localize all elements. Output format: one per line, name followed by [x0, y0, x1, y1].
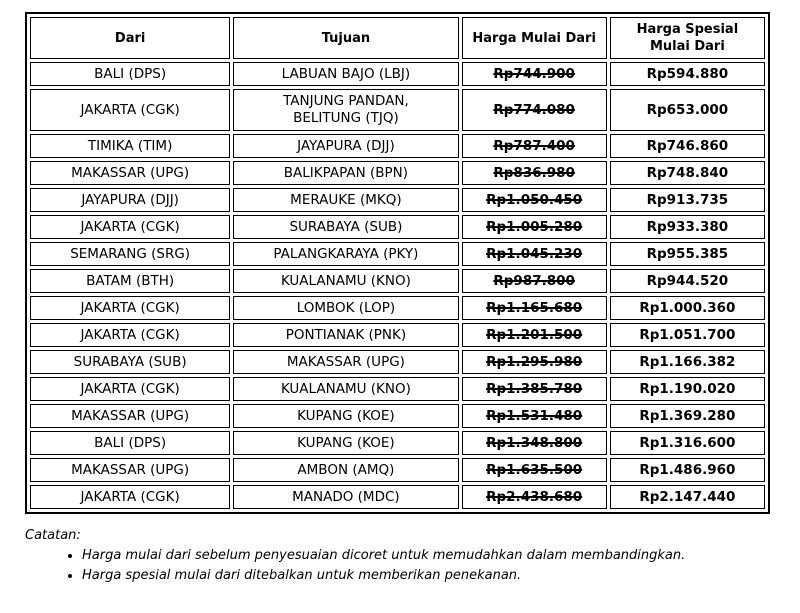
table-row: [30, 458, 765, 482]
cell-from: SURABAYA (SUB): [30, 350, 230, 374]
cell-from: JAKARTA (CGK): [30, 215, 230, 239]
cell-from: BALI (DPS): [30, 431, 230, 455]
table-row: [30, 215, 765, 239]
cell-old-price: Rp1.295.980: [462, 350, 607, 374]
cell-old-price: Rp1.165.680: [462, 296, 607, 320]
cell-to: MERAUKE (MKQ): [233, 188, 458, 212]
cell-to: MANADO (MDC): [233, 485, 458, 509]
header-old-price: Harga Mulai Dari: [462, 17, 607, 59]
cell-special-price: Rp955.385: [610, 242, 765, 266]
cell-special-price: Rp944.520: [610, 269, 765, 293]
table-row: [30, 161, 765, 185]
cell-old-price: Rp836.980: [462, 161, 607, 185]
cell-to: KUPANG (KOE): [233, 431, 458, 455]
cell-old-price: Rp774.080: [462, 89, 607, 131]
cell-to: PONTIANAK (PNK): [233, 323, 458, 347]
cell-special-price: Rp2.147.440: [610, 485, 765, 509]
table-row: [30, 350, 765, 374]
table-row: [30, 188, 765, 212]
cell-from: TIMIKA (TIM): [30, 134, 230, 158]
header-special-line1: Harga Spesial: [636, 22, 739, 37]
table-body: [30, 62, 765, 509]
header-row: [30, 17, 765, 59]
table-row: [30, 134, 765, 158]
cell-from: JAKARTA (CGK): [30, 377, 230, 401]
table-row: [30, 404, 765, 428]
cell-special-price: Rp1.190.020: [610, 377, 765, 401]
cell-old-price: Rp1.050.450: [462, 188, 607, 212]
cell-special-price: Rp913.735: [610, 188, 765, 212]
table-row: [30, 269, 765, 293]
header-to: Tujuan: [233, 17, 458, 59]
price-table: [25, 12, 770, 514]
cell-to: JAYAPURA (DJJ): [233, 134, 458, 158]
cell-special-price: Rp1.000.360: [610, 296, 765, 320]
note-item: • Harga spesial mulai dari ditebalkan untuk memberikan penekanan.: [82, 566, 685, 586]
table-row: [30, 242, 765, 266]
cell-to: PALANGKARAYA (PKY): [233, 242, 458, 266]
table-row: [30, 431, 765, 455]
cell-old-price: Rp1.348.800: [462, 431, 607, 455]
table-header: [30, 17, 765, 59]
cell-to-line2: BELITUNG (TJQ): [293, 110, 399, 126]
cell-special-price: Rp1.369.280: [610, 404, 765, 428]
notes-list: [25, 546, 685, 586]
table-row: [30, 296, 765, 320]
cell-special-price: Rp1.166.382: [610, 350, 765, 374]
cell-from: JAYAPURA (DJJ): [30, 188, 230, 212]
header-from: Dari: [30, 17, 230, 59]
cell-special-price: Rp746.860: [610, 134, 765, 158]
cell-to: AMBON (AMQ): [233, 458, 458, 482]
notes-title: Catatan:: [25, 528, 81, 543]
note-item: • Harga mulai dari sebelum penyesuaian dicoret untuk memudahkan dalam membandingkan.: [82, 546, 685, 566]
cell-special-price: Rp933.380: [610, 215, 765, 239]
cell-from: BATAM (BTH): [30, 269, 230, 293]
header-special-price: [610, 17, 765, 59]
cell-to: LOMBOK (LOP): [233, 296, 458, 320]
cell-old-price: Rp1.045.230: [462, 242, 607, 266]
table-row: [30, 62, 765, 86]
cell-to: KUPANG (KOE): [233, 404, 458, 428]
cell-old-price: Rp1.201.500: [462, 323, 607, 347]
cell-from: JAKARTA (CGK): [30, 323, 230, 347]
cell-from: MAKASSAR (UPG): [30, 161, 230, 185]
cell-to: LABUAN BAJO (LBJ): [233, 62, 458, 86]
table-row: [30, 485, 765, 509]
cell-special-price: Rp1.051.700: [610, 323, 765, 347]
table-row: [30, 377, 765, 401]
cell-old-price: Rp1.531.480: [462, 404, 607, 428]
notes: [25, 526, 685, 586]
cell-old-price: Rp1.635.500: [462, 458, 607, 482]
table-row: [30, 323, 765, 347]
header-special-line2: Mulai Dari: [649, 39, 725, 54]
cell-to: SURABAYA (SUB): [233, 215, 458, 239]
cell-old-price: Rp787.400: [462, 134, 607, 158]
cell-old-price: Rp1.005.280: [462, 215, 607, 239]
cell-to: KUALANAMU (KNO): [233, 269, 458, 293]
table-row: [30, 89, 765, 131]
cell-from: JAKARTA (CGK): [30, 296, 230, 320]
cell-old-price: Rp744.900: [462, 62, 607, 86]
cell-special-price: Rp594.880: [610, 62, 765, 86]
cell-from: MAKASSAR (UPG): [30, 458, 230, 482]
cell-from: SEMARANG (SRG): [30, 242, 230, 266]
cell-to: [233, 89, 458, 131]
cell-to: MAKASSAR (UPG): [233, 350, 458, 374]
cell-from: MAKASSAR (UPG): [30, 404, 230, 428]
cell-special-price: Rp1.486.960: [610, 458, 765, 482]
cell-to: KUALANAMU (KNO): [233, 377, 458, 401]
cell-from: JAKARTA (CGK): [30, 485, 230, 509]
cell-to-line1: TANJUNG PANDAN,: [283, 93, 409, 109]
cell-to: BALIKPAPAN (BPN): [233, 161, 458, 185]
cell-old-price: Rp987.800: [462, 269, 607, 293]
cell-from: JAKARTA (CGK): [30, 89, 230, 131]
cell-old-price: Rp1.385.780: [462, 377, 607, 401]
cell-from: BALI (DPS): [30, 62, 230, 86]
cell-special-price: Rp748.840: [610, 161, 765, 185]
cell-special-price: Rp1.316.600: [610, 431, 765, 455]
cell-special-price: Rp653.000: [610, 89, 765, 131]
cell-old-price: Rp2.438.680: [462, 485, 607, 509]
